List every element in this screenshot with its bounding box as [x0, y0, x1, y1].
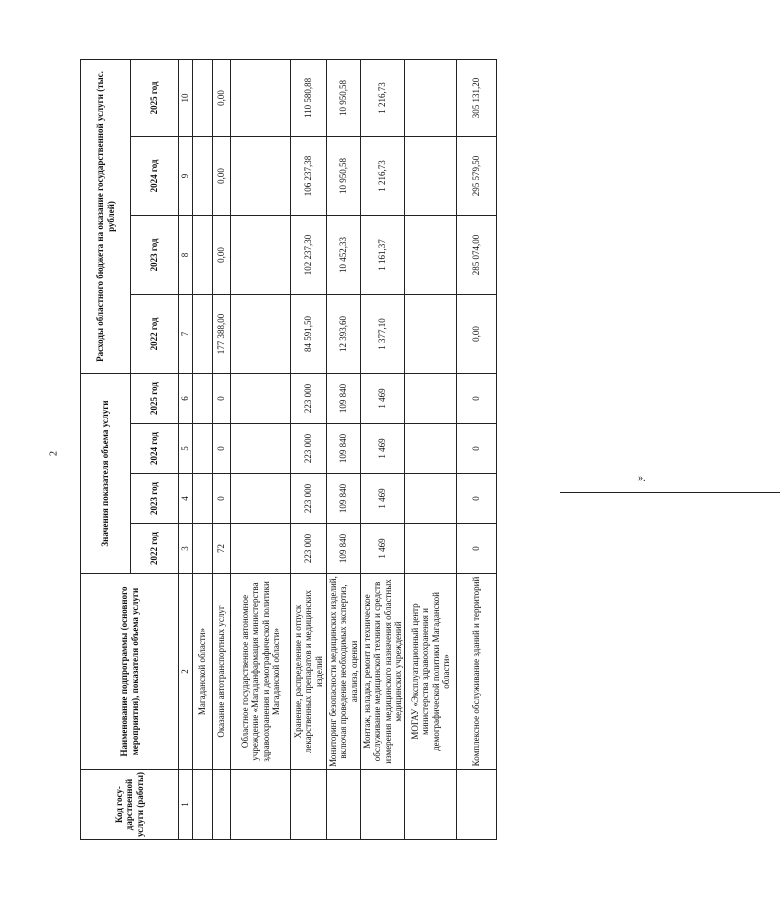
row-code	[231, 770, 291, 840]
page-number: 2	[48, 451, 60, 456]
table-row	[405, 59, 457, 839]
table-row	[327, 59, 361, 839]
year-header: 2024 год	[131, 424, 179, 474]
column-number: 7	[179, 294, 193, 373]
year-header: 2023 год	[131, 474, 179, 524]
indicator-value	[231, 373, 291, 423]
indicator-value: 0	[457, 373, 497, 423]
indicator-value: 1 469	[361, 524, 405, 574]
expense-value	[193, 59, 213, 136]
expense-value: 305 131,20	[457, 59, 497, 136]
column-number: 5	[179, 424, 193, 474]
year-header: 2025 год	[131, 373, 179, 423]
indicator-value: 109 840	[327, 424, 361, 474]
table-row	[291, 59, 327, 839]
expense-value: 102 237,30	[291, 215, 327, 294]
budget-table	[80, 59, 497, 840]
row-name: Магаданской области»	[193, 574, 213, 770]
header-name: Наименование подпрограммы (основного мероприятия), показателя объема услуги	[81, 574, 179, 770]
indicator-value: 0	[457, 474, 497, 524]
indicator-value	[193, 524, 213, 574]
expense-value: 0,00	[213, 136, 231, 215]
row-name: Областное государственное автономное учреждение «Магаданфармация министерства здравоохранения и демографической политики Магаданской области»	[231, 574, 291, 770]
indicator-value: 0	[213, 373, 231, 423]
indicator-value: 72	[213, 524, 231, 574]
year-header: 2025 год	[131, 59, 179, 136]
expense-value: 0,00	[213, 59, 231, 136]
expense-value: 0,00	[213, 215, 231, 294]
expense-value	[405, 294, 457, 373]
indicator-value: 1 469	[361, 373, 405, 423]
column-number: 10	[179, 59, 193, 136]
table-row	[193, 59, 213, 839]
row-name: МОГАУ «Эксплуатационный центр министерства здравоохранения и демографической политики Магаданской области»	[405, 574, 457, 770]
indicator-value	[405, 373, 457, 423]
expense-value: 106 237,38	[291, 136, 327, 215]
indicator-value: 1 469	[361, 474, 405, 524]
year-header: 2022 год	[131, 524, 179, 574]
indicator-value: 109 840	[327, 524, 361, 574]
indicator-value: 0	[457, 424, 497, 474]
expense-value	[193, 136, 213, 215]
expense-value: 84 591,50	[291, 294, 327, 373]
indicator-value	[405, 524, 457, 574]
table-body	[193, 59, 497, 839]
indicator-value	[231, 424, 291, 474]
header-code: Код госу-дарственной услуги (работы)	[81, 770, 179, 840]
expense-value	[193, 215, 213, 294]
expense-value	[193, 294, 213, 373]
expense-value: 177 388,00	[213, 294, 231, 373]
indicator-value: 109 840	[327, 373, 361, 423]
indicator-value: 223 000	[291, 373, 327, 423]
indicator-value: 1 469	[361, 424, 405, 474]
expense-value: 1 216,73	[361, 136, 405, 215]
year-header: 2023 год	[131, 215, 179, 294]
indicator-value	[231, 474, 291, 524]
row-name: Комплексное обслуживание зданий и территорий	[457, 574, 497, 770]
expense-value: 1 216,73	[361, 59, 405, 136]
expense-value: 10 950,58	[327, 136, 361, 215]
footer-divider	[560, 492, 780, 493]
column-number-row	[179, 59, 193, 839]
rotated-table-area	[80, 60, 520, 840]
row-name: Хранение, распределение и отпуск лекарственных препаратов и медицинских изделий	[291, 574, 327, 770]
indicator-value: 0	[213, 424, 231, 474]
indicator-value	[193, 474, 213, 524]
expense-value: 285 074,00	[457, 215, 497, 294]
column-number: 3	[179, 524, 193, 574]
indicator-value: 223 000	[291, 474, 327, 524]
table-row	[213, 59, 231, 839]
expense-value: 1 377,10	[361, 294, 405, 373]
column-number: 4	[179, 474, 193, 524]
row-code	[193, 770, 213, 840]
column-number: 1	[179, 770, 193, 840]
indicator-value	[405, 474, 457, 524]
expense-value	[405, 59, 457, 136]
expense-value: 12 393,60	[327, 294, 361, 373]
indicator-value	[231, 524, 291, 574]
expense-value	[405, 215, 457, 294]
indicator-value	[193, 424, 213, 474]
row-name: Оказание автотранспортных услуг	[213, 574, 231, 770]
row-code	[213, 770, 231, 840]
table-row	[231, 59, 291, 839]
expense-value: 0,00	[457, 294, 497, 373]
expense-value: 110 580,88	[291, 59, 327, 136]
year-header: 2024 год	[131, 136, 179, 215]
header-indicator-group: Значения показателя объема услуги	[81, 373, 131, 573]
year-header: 2022 год	[131, 294, 179, 373]
closing-quote: ».	[638, 473, 646, 484]
indicator-value: 109 840	[327, 474, 361, 524]
row-code	[291, 770, 327, 840]
indicator-value	[405, 424, 457, 474]
column-number: 9	[179, 136, 193, 215]
expense-value: 10 950,58	[327, 59, 361, 136]
row-code	[405, 770, 457, 840]
expense-value: 10 452,33	[327, 215, 361, 294]
indicator-value: 0	[457, 524, 497, 574]
expense-value	[231, 294, 291, 373]
table-row	[457, 59, 497, 839]
indicator-value: 0	[213, 474, 231, 524]
indicator-value: 223 000	[291, 524, 327, 574]
column-number: 8	[179, 215, 193, 294]
header-expense-group: Расходы областного бюджета на оказание государственной услуги (тыс. рублей)	[81, 59, 131, 373]
indicator-value: 223 000	[291, 424, 327, 474]
table-row	[361, 59, 405, 839]
expense-value	[231, 59, 291, 136]
indicator-value	[193, 373, 213, 423]
expense-value	[231, 215, 291, 294]
expense-value	[405, 136, 457, 215]
expense-value	[231, 136, 291, 215]
row-code	[361, 770, 405, 840]
row-code	[457, 770, 497, 840]
row-name: Монтаж, наладка, ремонт и техническое обслуживание медицинской техники и средств измерения медицинского назначения областных медицинских учреждений	[361, 574, 405, 770]
column-number: 6	[179, 373, 193, 423]
row-code	[327, 770, 361, 840]
column-number: 2	[179, 574, 193, 770]
row-name: Мониторинг безопасности медицинских изделий, включая проведение необходимых экспертиз, анализа, оценки	[327, 574, 361, 770]
expense-value: 1 161,37	[361, 215, 405, 294]
expense-value: 295 579,50	[457, 136, 497, 215]
